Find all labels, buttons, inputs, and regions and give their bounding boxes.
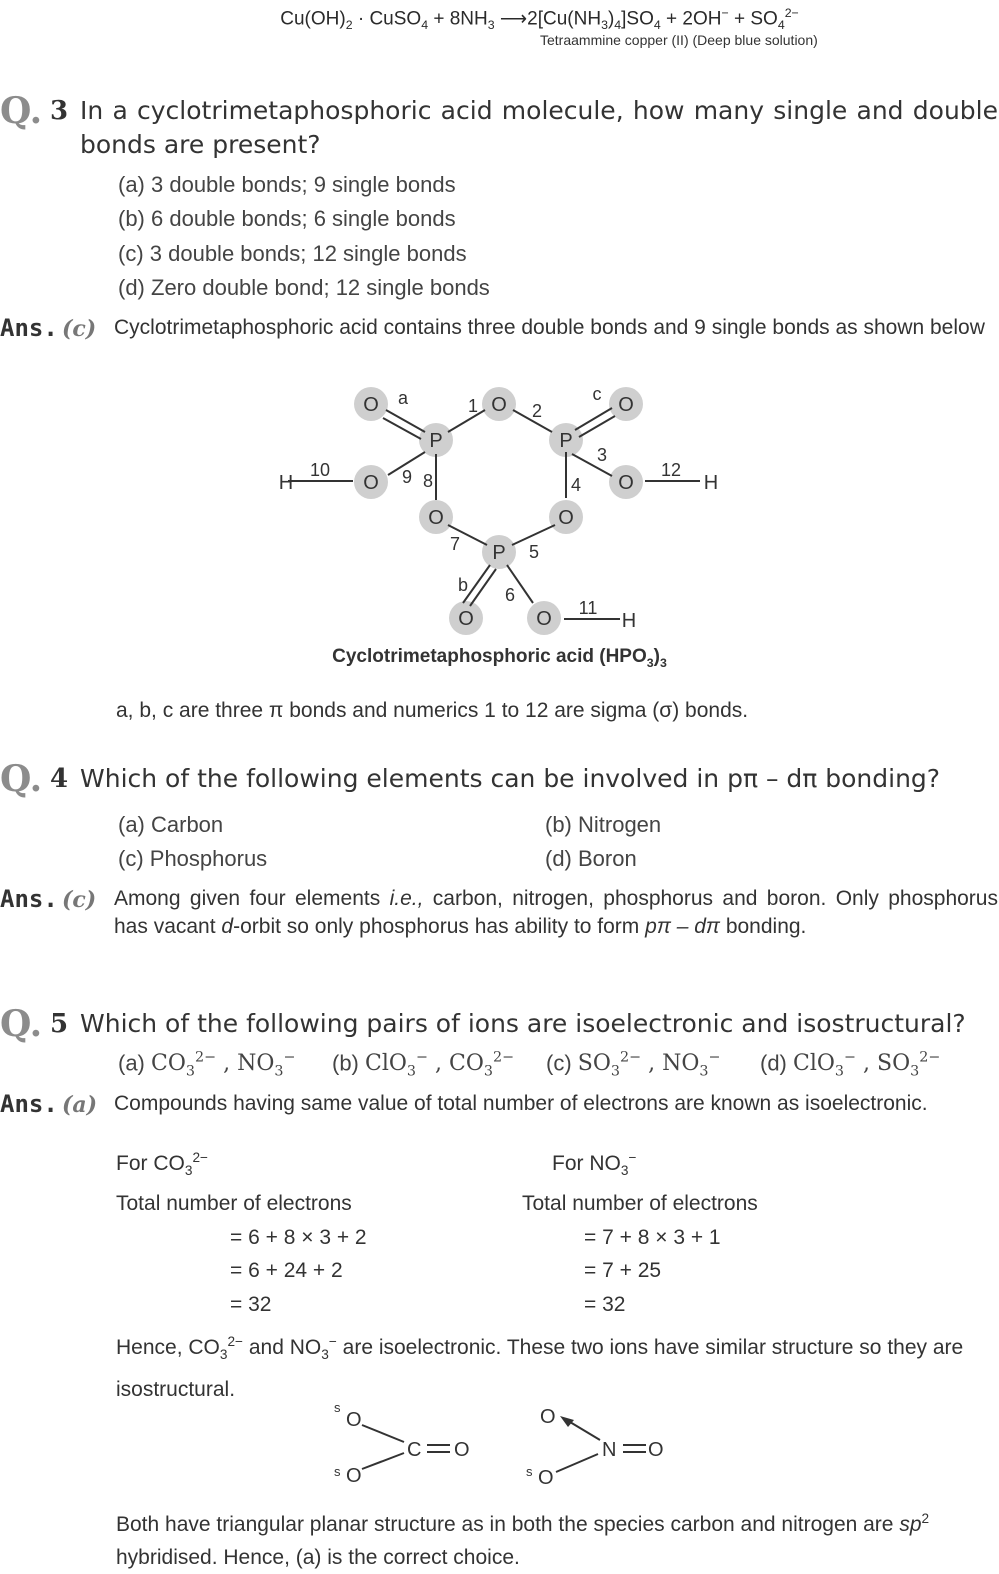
bond-label: 5 bbox=[528, 542, 540, 562]
atom-o: O bbox=[346, 1465, 362, 1487]
sigma-label: s bbox=[334, 1400, 341, 1415]
question-mark: Q. bbox=[0, 1003, 43, 1045]
atom-o: O bbox=[363, 472, 379, 494]
question-number: 4 bbox=[50, 764, 69, 794]
atom-o: O bbox=[540, 1406, 556, 1428]
left-total-label: Total number of electrons bbox=[116, 1192, 352, 1215]
q4-option-d: (d) Boron bbox=[545, 846, 637, 871]
bond-label: 11 bbox=[578, 598, 598, 618]
answer-key: (c) bbox=[62, 887, 97, 913]
right-calc-line: = 32 bbox=[584, 1293, 626, 1316]
sigma-label: s bbox=[526, 1464, 533, 1479]
atom-o: O bbox=[491, 394, 507, 416]
question-mark: Q. bbox=[0, 758, 43, 800]
bond-label: a bbox=[397, 388, 409, 408]
atom-p: P bbox=[559, 430, 573, 452]
right-calc-line: = 7 + 8 × 3 + 1 bbox=[584, 1226, 721, 1249]
answer-text: Among given four elements i.e., carbon, nitrogen, phosphorus and boron. Only phosphorus has vacant d-orbit so only phosphorus has ability to form pπ – dπ bonding. bbox=[114, 887, 998, 938]
q3-option-b: (b) 6 double bonds; 6 single bonds bbox=[118, 206, 456, 231]
pi-sigma-note: a, b, c are three π bonds and numerics 1 to 12 are sigma (σ) bonds. bbox=[116, 699, 749, 722]
q4-option-b: (b) Nitrogen bbox=[545, 812, 662, 837]
q3-option-a: (a) 3 double bonds; 9 single bonds bbox=[118, 172, 456, 197]
ion-structures bbox=[300, 1396, 700, 1496]
copper-complex-equation: $Cu(OH)_2$ · CuSO$_4$ + $8NH_3$ $⟶2[Cu(NH_3)_4]SO_4 + 2OH^- + SO_4^{2-}$ bbox=[280, 6, 799, 33]
structure-caption: Cyclotrimetaphosphoric acid $(HPO_3)_3$ bbox=[332, 646, 667, 670]
bond-label: 9 bbox=[401, 467, 413, 487]
q5-option-d: (d) ClO$_3$− , $SO_3^{2-}$ bbox=[760, 1050, 941, 1080]
atom-o: O bbox=[363, 394, 379, 416]
q5-option-a: (a) $CO_3^{2-}$ , $NO_3^-$ bbox=[118, 1050, 296, 1080]
final-conclusion: Both have triangular planar structure as in both the species carbon and nitrogen are $sp^2$ hybridised. Hence, (a) is the correct choice. bbox=[116, 1511, 930, 1569]
answer-key: (a) bbox=[62, 1092, 98, 1118]
bond-label: 10 bbox=[309, 460, 331, 480]
question-mark: Q. bbox=[0, 90, 43, 132]
atom-o: O bbox=[618, 394, 634, 416]
q4-option-a: (a) Carbon bbox=[118, 812, 224, 837]
question-text: In a cyclotrimetaphosphoric acid molecule, how many single and double bonds are present? bbox=[80, 96, 998, 159]
q3-option-d: (d) Zero double bond; 12 single bonds bbox=[118, 275, 490, 300]
answer-key: (c) bbox=[62, 316, 97, 342]
atom-c: C bbox=[407, 1439, 422, 1461]
atom-n: N bbox=[602, 1439, 617, 1461]
atom-h: H bbox=[703, 472, 719, 494]
question-text: Which of the following elements can be involved in pπ – dπ bonding? bbox=[80, 764, 941, 793]
atom-o: O bbox=[648, 1439, 664, 1461]
atom-o: O bbox=[536, 608, 552, 630]
atom-o: O bbox=[346, 1409, 362, 1431]
left-calc-line: = 32 bbox=[230, 1293, 272, 1316]
bond-label: 8 bbox=[422, 471, 434, 491]
for-no3-label: For $NO_3^-$ bbox=[552, 1150, 637, 1179]
q5-option-c: (c) $SO_3^{2-}$ , $NO_3^-$ bbox=[546, 1050, 721, 1080]
bond-label: 1 bbox=[467, 396, 479, 416]
question-text: Which of the following pairs of ions are isoelectronic and isostructural? bbox=[80, 1009, 966, 1038]
bond-label: 6 bbox=[504, 585, 516, 605]
q4-option-c: (c) Phosphorus bbox=[118, 846, 268, 871]
right-total-label: Total number of electrons bbox=[522, 1192, 758, 1215]
left-calc-line: = 6 + 8 × 3 + 2 bbox=[230, 1226, 367, 1249]
bond-label: c bbox=[592, 384, 602, 404]
q5-option-b: (b) ClO$_3$− , $CO_3^{2-}$ bbox=[332, 1050, 515, 1080]
right-calc-line: = 7 + 25 bbox=[584, 1259, 662, 1282]
isoelectronic-conclusion: Hence, $CO_3^{2-}$ and $NO_3^-$ are isoelectronic. These two ions have similar structure so they are isostructural. bbox=[116, 1334, 964, 1402]
bond-label: 3 bbox=[596, 445, 608, 465]
bond-label: b bbox=[457, 575, 469, 595]
atom-o: O bbox=[428, 507, 444, 529]
atom-o: O bbox=[558, 507, 574, 529]
atom-h: H bbox=[621, 610, 637, 632]
atom-p: P bbox=[492, 542, 506, 564]
atom-o: O bbox=[458, 608, 474, 630]
answer-label: Ans. bbox=[0, 1090, 58, 1118]
answer-text: Compounds having same value of total number of electrons are known as isoelectronic. bbox=[114, 1092, 928, 1115]
atom-p: P bbox=[429, 430, 443, 452]
atom-o: O bbox=[618, 472, 634, 494]
for-co3-label: For $CO_3^{2-}$ bbox=[116, 1150, 208, 1179]
question-number: 3 bbox=[50, 96, 69, 126]
answer-text: Cyclotrimetaphosphoric acid contains three double bonds and 9 single bonds as shown below bbox=[114, 316, 985, 339]
bond-label: 4 bbox=[570, 475, 582, 495]
q3-option-c: (c) 3 double bonds; 12 single bonds bbox=[118, 241, 467, 266]
atom-h: H bbox=[278, 472, 294, 494]
atom-o: O bbox=[538, 1467, 554, 1489]
answer-label: Ans. bbox=[0, 314, 58, 342]
atom-o: O bbox=[454, 1439, 470, 1461]
answer-label: Ans. bbox=[0, 885, 58, 913]
bond-label: 12 bbox=[660, 460, 682, 480]
bond-label: 2 bbox=[531, 401, 543, 421]
left-calc-line: = 6 + 24 + 2 bbox=[230, 1259, 343, 1282]
sigma-label: s bbox=[334, 1464, 341, 1479]
bond-label: 7 bbox=[449, 534, 461, 554]
equation-note: Tetraammine copper (II) (Deep blue solution) bbox=[540, 32, 818, 48]
coordinate-arrow-head bbox=[560, 1416, 574, 1427]
question-number: 5 bbox=[50, 1009, 69, 1039]
cyclotrimetaphosphoric-acid-structure bbox=[0, 380, 999, 642]
